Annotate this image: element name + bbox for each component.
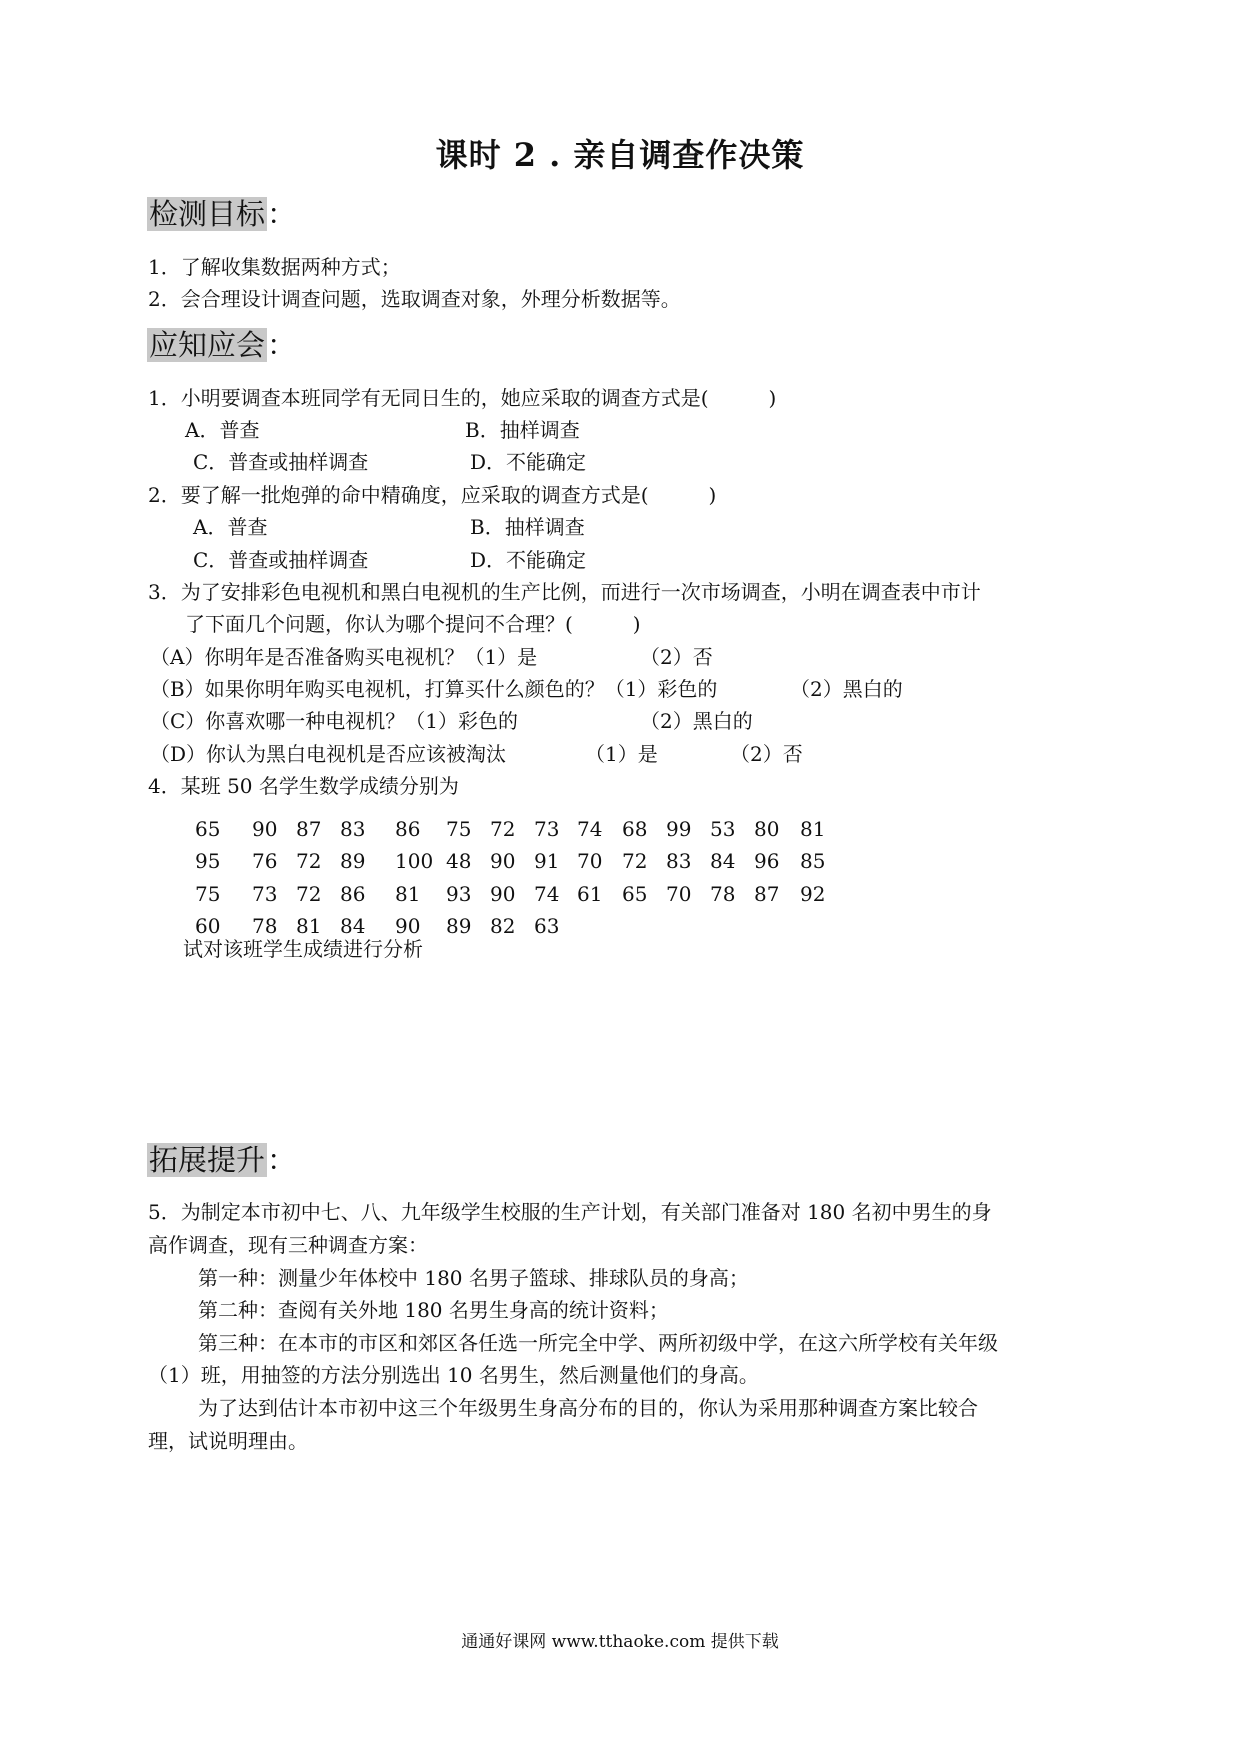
question-4-stem: 4．某班 50 名学生数学成绩分别为 [148,774,459,798]
score-cell: 78 [710,882,736,906]
score-cell: 96 [754,849,780,873]
score-cell: 70 [666,882,692,906]
score-cell: 100 [395,849,434,873]
q3-item-d: （D）你认为黑白电视机是否应该被淘汰 [150,742,507,766]
score-cell: 63 [534,914,560,938]
score-cell: 65 [195,817,221,841]
q3-item-a-option2: （2）否 [640,645,713,669]
question-3-stem: 3．为了安排彩色电视机和黑白电视机的生产比例，而进行一次市场调查，小明在调查表中市计 [148,580,981,604]
score-cell: 74 [534,882,560,906]
score-cell: 81 [800,817,826,841]
question-3-stem-cont: 了下面几个问题，你认为哪个提问不合理？( ) [185,612,641,636]
question-5-line: 高作调查，现有三种调查方案： [148,1233,428,1257]
objective-item: 1．了解收集数据两种方式； [148,255,401,279]
question-1-stem: 1．小明要调查本班同学有无同日生的，她应采取的调查方式是( ) [148,386,777,410]
score-cell: 93 [446,882,472,906]
score-cell: 65 [622,882,648,906]
q1-option-a: A．普查 [185,418,260,442]
objective-item: 2．会合理设计调查问题，选取调查对象，外理分析数据等。 [148,287,681,311]
score-cell: 85 [800,849,826,873]
footer-source: 通通好课网 www.tthaoke.com 提供下载 [461,1632,779,1652]
score-cell: 60 [195,914,221,938]
q3-item-c: （C）你喜欢哪一种电视机？（1）彩色的 [150,709,519,733]
question-5-line: 理，试说明理由。 [148,1429,308,1453]
section-heading-text: 检测目标 [149,197,266,231]
section-heading-extension: 拓展提升： [149,1143,297,1177]
score-cell: 72 [296,849,322,873]
score-cell: 86 [340,882,366,906]
score-cell: 81 [395,882,421,906]
score-cell: 73 [252,882,278,906]
score-cell: 83 [340,817,366,841]
q3-item-c-option2: （2）黑白的 [640,709,753,733]
question-5-plan-2: 第二种：查阅有关外地 180 名男生身高的统计资料； [198,1298,669,1322]
section-heading-text: 拓展提升 [149,1143,266,1177]
q1-option-d: D．不能确定 [470,450,587,474]
section-heading-practice: 应知应会： [149,328,297,362]
q2-option-c: C．普查或抽样调查 [193,548,369,572]
q3-item-d-option2: （2）否 [730,742,803,766]
score-cell: 72 [490,817,516,841]
section-heading-objectives: 检测目标： [149,197,297,231]
q2-option-a: A．普查 [193,515,268,539]
q3-item-b: （B）如果你明年购买电视机，打算买什么颜色的？（1）彩色的 [150,677,718,701]
score-cell: 84 [340,914,366,938]
score-cell: 80 [754,817,780,841]
q2-option-d: D．不能确定 [470,548,587,572]
question-2-stem: 2．要了解一批炮弹的命中精确度，应采取的调查方式是( ) [148,483,717,507]
question-5-line: 5．为制定本市初中七、八、九年级学生校服的生产计划，有关部门准备对 180 名初中男生的身 [148,1200,992,1224]
score-cell: 90 [395,914,421,938]
score-cell: 90 [252,817,278,841]
score-cell: 61 [577,882,603,906]
score-cell: 89 [340,849,366,873]
score-cell: 48 [446,849,472,873]
score-cell: 95 [195,849,221,873]
score-cell: 82 [490,914,516,938]
q3-item-b-option2: （2）黑白的 [790,677,903,701]
question-5-line: （1）班，用抽签的方法分别选出 10 名男生，然后测量他们的身高。 [148,1363,759,1387]
question-4-task: 试对该班学生成绩进行分析 [183,937,423,961]
q3-item-d-option1: （1）是 [585,742,658,766]
score-cell: 72 [622,849,648,873]
score-cell: 53 [710,817,736,841]
score-cell: 75 [446,817,472,841]
score-cell: 90 [490,882,516,906]
q1-option-c: C．普查或抽样调查 [193,450,369,474]
score-cell: 86 [395,817,421,841]
score-cell: 87 [754,882,780,906]
score-cell: 92 [800,882,826,906]
score-cell: 81 [296,914,322,938]
score-cell: 70 [577,849,603,873]
score-cell: 68 [622,817,648,841]
section-heading-text: 应知应会 [149,328,266,362]
q2-option-b: B．抽样调查 [470,515,585,539]
score-cell: 72 [296,882,322,906]
score-cell: 84 [710,849,736,873]
score-cell: 87 [296,817,322,841]
score-cell: 91 [534,849,560,873]
question-5-plan-1: 第一种：测量少年体校中 180 名男子篮球、排球队员的身高； [198,1266,749,1290]
score-cell: 76 [252,849,278,873]
page-title: 课时 2 . 亲自调查作决策 [435,136,805,174]
score-cell: 75 [195,882,221,906]
score-cell: 83 [666,849,692,873]
question-5-line: 为了达到估计本市初中这三个年级男生身高分布的目的，你认为采用那种调查方案比较合 [198,1396,978,1420]
score-cell: 73 [534,817,560,841]
question-5-plan-3: 第三种：在本市的市区和郊区各任选一所完全中学、两所初级中学，在这六所学校有关年级 [198,1331,998,1355]
score-cell: 74 [577,817,603,841]
score-cell: 89 [446,914,472,938]
score-cell: 99 [666,817,692,841]
q3-item-a: （A）你明年是否准备购买电视机？（1）是 [150,645,538,669]
score-cell: 78 [252,914,278,938]
score-cell: 90 [490,849,516,873]
q1-option-b: B．抽样调查 [465,418,580,442]
